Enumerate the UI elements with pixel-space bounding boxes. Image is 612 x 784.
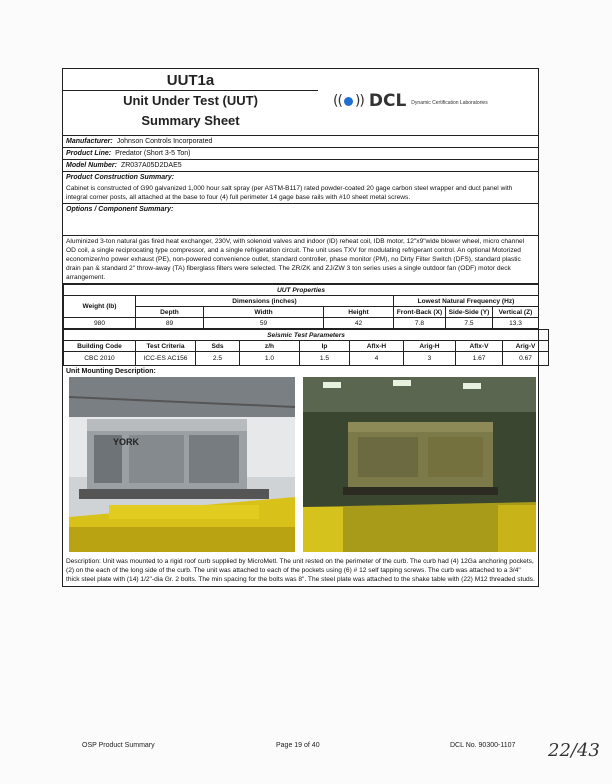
frequency-header: Lowest Natural Frequency (Hz) <box>394 296 539 307</box>
seismic-value: 2.5 <box>196 352 240 366</box>
construction-summary: Cabinet is constructed of G90 galvanized 1,000 hour salt spray (per ASTM-B117) rated powder-coated 20 gage carbon steel wrapper and duct panel with integral corner posts, all attached at the base to four (4) full perimeter 14 gage base rails with #10 sheet metal screws. <box>63 183 538 204</box>
footer-dcl-number: DCL No. 90300-1107 <box>450 742 516 749</box>
height-header: Height <box>324 307 394 318</box>
seismic-value: 1.5 <box>300 352 350 366</box>
components-spacer <box>63 215 538 236</box>
construction-label-row <box>63 172 538 183</box>
seismic-header: z/h <box>240 341 300 352</box>
height-value: 42 <box>324 318 394 329</box>
side-side-value: 7.5 <box>446 318 493 329</box>
depth-header: Depth <box>136 307 204 318</box>
mounting-description: Description: Unit was mounted to a rigid roof curb supplied by MicroMetl. The unit rested on the perimeter of the curb. The curb had (4) 12Ga anchoring pockets, (2) on the each of the long side of the curb. The unit was attached to each of the pockets using (6) # 12 self tapping screws. The curb was attached to a 3/4" thick steel plate with (14) 1/2"-dia Gr. 2 bolts. The min spacing for the bolts was 8". The steel plate was attached to the shake table with (22) M12 threaded studs. <box>66 558 535 583</box>
product-line-row <box>63 148 538 160</box>
model-number-row <box>63 160 538 172</box>
seismic-title: Seismic Test Parameters <box>64 330 549 341</box>
unit-photo-york <box>69 377 295 552</box>
product-line-value: Predator (Short 3-5 Ton) <box>115 150 191 157</box>
mounting-title: Unit Mounting Description: <box>66 368 156 375</box>
model-number-label: Model Number: <box>66 162 117 169</box>
weight-header: Weight (lb) <box>64 296 136 318</box>
manufacturer-value: Johnson Controls Incorporated <box>116 138 213 145</box>
york-brand-label: YORK <box>113 437 140 447</box>
header-divider <box>63 90 318 91</box>
seismic-parameters-table <box>63 329 549 366</box>
seismic-header: Arig-H <box>404 341 456 352</box>
seismic-header: Arig-V <box>503 341 549 352</box>
manufacturer-label: Manufacturer: <box>66 138 113 145</box>
logo-text: DCL <box>368 91 407 111</box>
vertical-value: 13.3 <box>493 318 539 329</box>
model-number-value: ZR037A05D2DAE5 <box>120 162 182 169</box>
uut-title: UUT1a <box>166 72 215 89</box>
seismic-value: CBC 2010 <box>64 352 136 366</box>
summary-sheet-frame <box>62 68 539 587</box>
side-side-header: Side-Side (Y) <box>446 307 493 318</box>
uut-subtitle: Unit Under Test (UUT) <box>123 93 258 108</box>
depth-value: 89 <box>136 318 204 329</box>
signal-waves-icon: (( )) <box>333 93 364 109</box>
dimensions-header: Dimensions (inches) <box>136 296 394 307</box>
dcl-logo <box>333 91 533 111</box>
mounting-photos <box>63 377 538 555</box>
handwritten-page-number: 22/43 <box>548 740 600 761</box>
uut-properties-title: UUT Properties <box>64 285 539 296</box>
components-label-row <box>63 204 538 215</box>
seismic-value: 3 <box>404 352 456 366</box>
uut-properties-table <box>63 284 539 329</box>
footer-left: OSP Product Summary <box>82 742 155 749</box>
front-back-value: 7.8 <box>394 318 446 329</box>
seismic-value: 4 <box>350 352 404 366</box>
unit-photo-shake-table <box>303 377 536 552</box>
seismic-header: Aflx-V <box>456 341 503 352</box>
footer-page: Page 19 of 40 <box>276 742 320 749</box>
seismic-header: Sds <box>196 341 240 352</box>
seismic-header: Building Code <box>64 341 136 352</box>
logo-subtitle: Dynamic Certification Laboratories <box>411 99 488 106</box>
seismic-header: Ip <box>300 341 350 352</box>
summary-sheet-title: Summary Sheet <box>141 113 240 128</box>
weight-value: 980 <box>64 318 136 329</box>
manufacturer-row <box>63 136 538 148</box>
components-summary: Aluminized 3-ton natural gas fired heat exchanger, 230V, with solenoid valves and indoor (ID) reheat coil, IDB motor, 12"x9"wide blower wheel, micro channel OD coil, a single reciprocating type compressor, and a single refrigeration circuit. The unit uses TXV for modulating refrigerant control. An optional Motorized economizer/no power exhaust (PE), non-powered convenience outlet, standard controller, phase monitor (PM), no Dirty Filter Switch (DFS), standard plastic drain pan & standard 2" throw-away (TA) fiberglass filters were selected. The ZR/ZK and ZJ/ZW 3 ton series uses a single outdoor fan (ODF) motor deck arrangement. <box>63 236 538 284</box>
product-line-label: Product Line: <box>66 150 112 157</box>
seismic-header: Aflx-H <box>350 341 404 352</box>
construction-label: Product Construction Summary: <box>66 174 175 181</box>
seismic-value: 0.67 <box>503 352 549 366</box>
sheet-header <box>63 69 538 136</box>
seismic-value: ICC-ES AC156 <box>136 352 196 366</box>
width-value: 59 <box>204 318 324 329</box>
vertical-header: Vertical (Z) <box>493 307 539 318</box>
width-header: Width <box>204 307 324 318</box>
front-back-header: Front-Back (X) <box>394 307 446 318</box>
seismic-value: 1.0 <box>240 352 300 366</box>
seismic-header: Test Criteria <box>136 341 196 352</box>
seismic-value: 1.67 <box>456 352 503 366</box>
components-label: Options / Component Summary: <box>66 206 174 213</box>
